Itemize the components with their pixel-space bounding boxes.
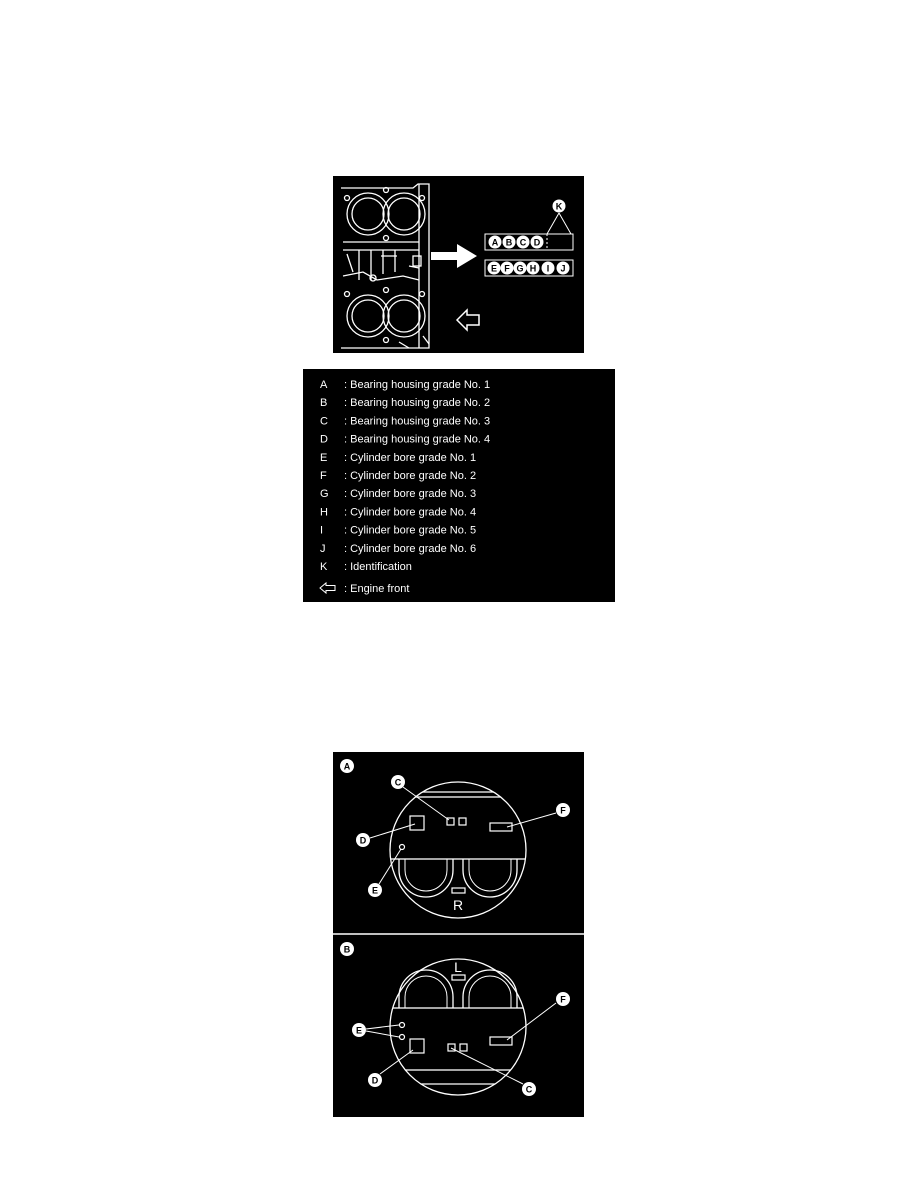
panel-b <box>340 942 570 1096</box>
arrow-right-icon <box>431 244 477 268</box>
bearing-cap-diagram <box>333 752 584 1117</box>
legend-text: : Bearing housing grade No. 3 <box>344 415 491 428</box>
callout-i: I <box>546 263 550 274</box>
legend-text: : Cylinder bore grade No. 6 <box>344 542 477 555</box>
legend-key: A <box>320 379 328 391</box>
engine-front-arrow-icon <box>320 583 335 593</box>
legend-key: I <box>320 524 324 537</box>
legend-text: : Cylinder bore grade No. 4 <box>344 506 477 519</box>
callout-j: J <box>560 263 566 274</box>
callout-g: G <box>516 263 524 274</box>
engine-block-diagram <box>333 176 584 353</box>
legend-engine-front: : Engine front <box>344 583 410 595</box>
callout-k: K <box>555 201 563 212</box>
mark-r: R <box>452 897 464 913</box>
callout-d: D <box>533 237 541 248</box>
callout-f: F <box>504 263 510 274</box>
bearing-grade-stamp <box>485 234 573 250</box>
legend-text: : Bearing housing grade No. 1 <box>344 379 491 391</box>
callout-d-a: D <box>359 835 367 846</box>
cylinder-grade-stamp <box>485 260 573 276</box>
legend-panel <box>303 369 615 602</box>
legend-key: K <box>320 561 328 573</box>
engine-block-drawing <box>341 184 429 348</box>
legend-text: : Cylinder bore grade No. 2 <box>344 470 477 482</box>
legend-key: C <box>320 415 328 428</box>
callout-a: A <box>491 237 499 248</box>
engine-block-figure <box>333 176 584 353</box>
panel-a <box>340 759 570 918</box>
legend-key: G <box>320 488 329 501</box>
legend-text: : Cylinder bore grade No. 5 <box>344 524 477 537</box>
callout-f-a: F <box>560 805 566 816</box>
legend-key: E <box>320 451 328 464</box>
bearing-cap-figure <box>333 752 584 1117</box>
legend-text: : Identification <box>344 561 412 573</box>
legend-text: : Bearing housing grade No. 4 <box>344 433 491 446</box>
callout-h: H <box>529 263 537 274</box>
callout-e-b: E <box>355 1025 363 1036</box>
mark-l: L <box>454 959 462 975</box>
callout-e-a: E <box>371 885 379 896</box>
callout-b: B <box>505 237 513 248</box>
legend-key: B <box>320 397 328 410</box>
callout-f-b: F <box>560 994 566 1005</box>
legend-key: D <box>320 433 328 446</box>
callout-c: C <box>519 237 527 248</box>
legend-text: : Bearing housing grade No. 2 <box>344 397 491 410</box>
legend-text: : Cylinder bore grade No. 3 <box>344 488 477 501</box>
legend-key: J <box>320 542 326 555</box>
legend-list <box>303 369 615 602</box>
panel-a-label: A <box>343 761 351 772</box>
callout-d-b: D <box>371 1075 379 1086</box>
legend-key: H <box>320 506 328 519</box>
callout-c-a: C <box>394 777 402 788</box>
panel-b-label: B <box>343 944 351 955</box>
callout-e: E <box>490 263 498 274</box>
engine-front-arrow-icon <box>457 310 479 330</box>
legend-text: : Cylinder bore grade No. 1 <box>344 451 477 464</box>
callout-c-b: C <box>525 1084 533 1095</box>
legend-key: F <box>320 470 327 482</box>
